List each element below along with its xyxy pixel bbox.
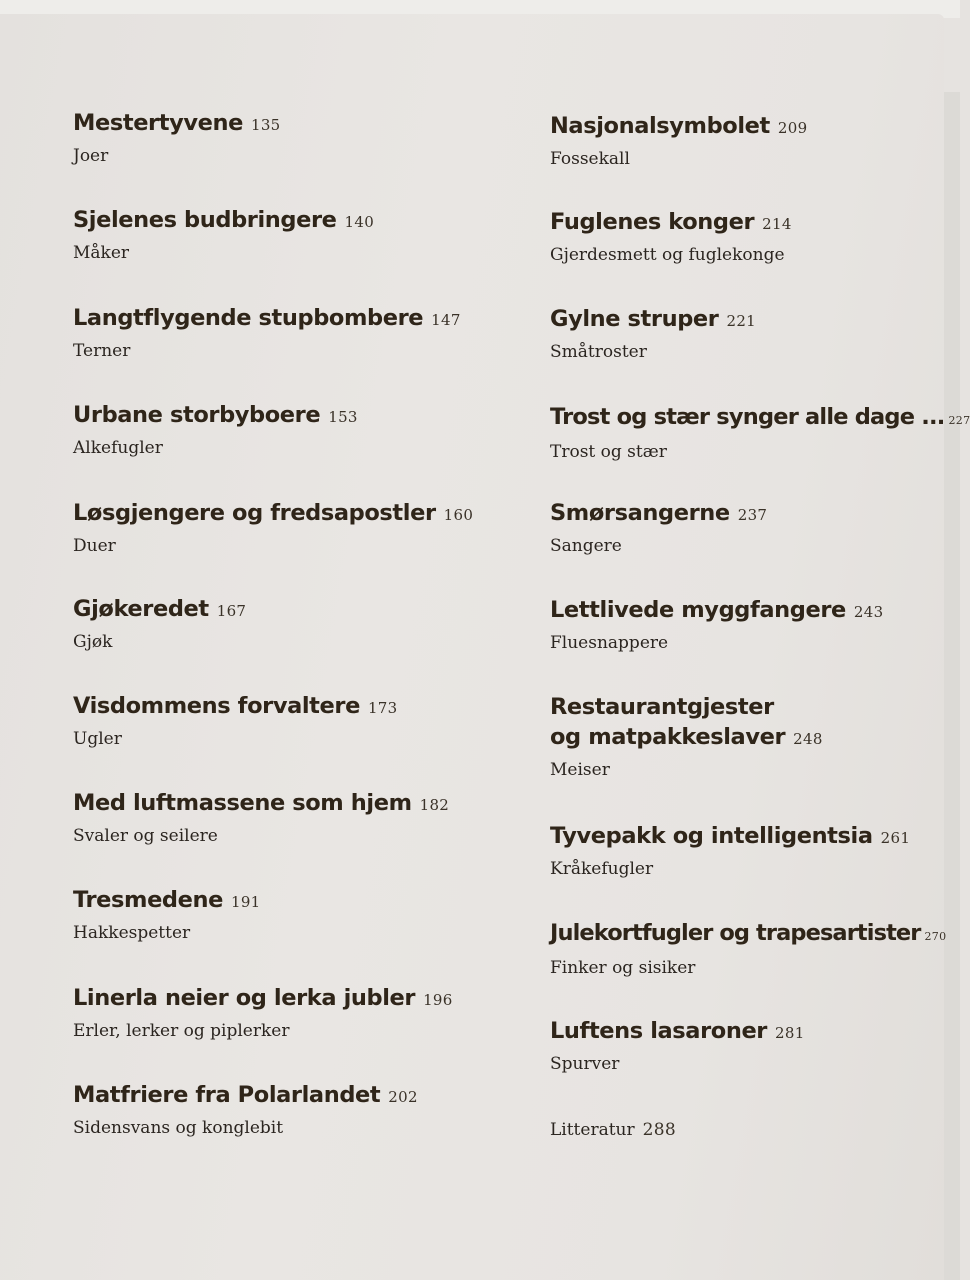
page-number: 221 (726, 312, 757, 330)
chapter-title: Smørsangerne 237 (550, 500, 768, 526)
page-number: 281 (775, 1024, 805, 1042)
chapter-title: Visdommens forvaltere 173 (73, 693, 398, 719)
chapter-subtitle: Hakkespetter (73, 923, 191, 943)
page-number: 182 (419, 796, 450, 814)
toc-entry (550, 304, 945, 364)
toc-entry (73, 498, 493, 558)
page-number: 248 (793, 730, 823, 748)
page-number: 135 (250, 116, 281, 134)
page-number: 153 (328, 408, 358, 426)
toc-entry (550, 402, 970, 464)
chapter-subtitle: Terner (73, 341, 131, 361)
chapter-subtitle: Erler, lerker og piplerker (73, 1021, 290, 1041)
toc-entry (550, 918, 945, 980)
chapter-title: Tyvepakk og intelligentsia 261 (550, 823, 911, 849)
toc-entry (73, 788, 493, 848)
page-number: 214 (762, 215, 792, 233)
page-number: 196 (423, 991, 453, 1009)
chapter-title: Nasjonalsymbolet 209 (550, 113, 808, 139)
toc-entry (550, 595, 945, 655)
page-number: 173 (367, 699, 398, 717)
chapter-subtitle: Duer (73, 536, 116, 556)
page-number: 227 (948, 414, 970, 427)
page-number: 140 (344, 213, 375, 231)
page-number: 147 (431, 311, 461, 329)
toc-entry (550, 692, 945, 782)
chapter-subtitle: Alkefugler (73, 438, 163, 458)
toc-entry (550, 1016, 945, 1076)
chapter-subtitle: Fossekall (550, 149, 630, 169)
toc-entry (73, 303, 493, 363)
literature-label: Litteratur (550, 1120, 635, 1140)
chapter-title: Restaurantgjester og matpakkeslaver 248 (550, 694, 823, 750)
chapter-subtitle: Sidensvans og konglebit (73, 1118, 284, 1138)
chapter-title: Løsgjengere og fredsapostler 160 (73, 500, 474, 526)
toc-entry (73, 1080, 493, 1140)
page-number: 261 (880, 829, 911, 847)
literature-entry (550, 1120, 676, 1140)
chapter-subtitle: Ugler (73, 729, 122, 749)
chapter-subtitle: Småtroster (550, 342, 647, 362)
chapter-subtitle: Gjerdesmett og fuglekonge (550, 245, 785, 265)
chapter-subtitle: Joer (73, 146, 109, 166)
chapter-subtitle: Spurver (550, 1054, 620, 1074)
chapter-title: Sjelenes budbringere 140 (73, 207, 375, 233)
page-number: 243 (853, 603, 884, 621)
chapter-title: Gylne struper 221 (550, 306, 757, 332)
chapter-subtitle: Finker og sisiker (550, 958, 696, 978)
chapter-title: Linerla neier og lerka jubler 196 (73, 985, 453, 1011)
toc-entry (73, 983, 493, 1043)
chapter-subtitle: Meiser (550, 760, 610, 780)
page-number: 160 (443, 506, 474, 524)
page-number: 288 (642, 1120, 676, 1140)
page-number: 191 (230, 893, 261, 911)
chapter-title: Luftens lasaroner 281 (550, 1018, 805, 1044)
chapter-title: Trost og stær synger alle dage ... 227 (550, 404, 970, 430)
chapter-title: Fuglenes konger 214 (550, 209, 792, 235)
chapter-subtitle: Kråkefugler (550, 859, 654, 879)
page-number: 237 (737, 506, 768, 524)
toc-entry (550, 498, 945, 558)
toc-entry (73, 594, 493, 654)
toc-entry (550, 207, 945, 267)
toc-entry (73, 691, 493, 751)
book-page (0, 14, 970, 1280)
chapter-title: Matfriere fra Polarlandet 202 (73, 1082, 418, 1108)
chapter-subtitle: Gjøk (73, 632, 113, 652)
toc-entry (550, 111, 945, 171)
toc-entry (73, 400, 493, 460)
toc-entry (73, 205, 493, 265)
page-number: 209 (777, 119, 808, 137)
toc-entry (73, 885, 493, 945)
page-number: 167 (216, 602, 247, 620)
chapter-title: Mestertyvene 135 (73, 110, 281, 136)
chapter-subtitle: Trost og stær (550, 442, 667, 462)
toc-entry (73, 108, 493, 168)
chapter-title: Julekortfugler og trapesartister 270 (550, 920, 947, 946)
toc-entry (550, 821, 945, 881)
chapter-title: Lettlivede myggfangere 243 (550, 597, 884, 623)
chapter-title: Tresmedene 191 (73, 887, 261, 913)
page-number: 270 (924, 930, 947, 943)
chapter-subtitle: Sangere (550, 536, 622, 556)
chapter-subtitle: Fluesnappere (550, 633, 669, 653)
chapter-title: Gjøkeredet 167 (73, 596, 247, 622)
chapter-title: Langtflygende stupbombere 147 (73, 305, 461, 331)
chapter-title: Urbane storbyboere 153 (73, 402, 358, 428)
chapter-subtitle: Måker (73, 243, 130, 263)
chapter-subtitle: Svaler og seilere (73, 826, 218, 846)
chapter-title: Med luftmassene som hjem 182 (73, 790, 450, 816)
page-number: 202 (388, 1088, 418, 1106)
